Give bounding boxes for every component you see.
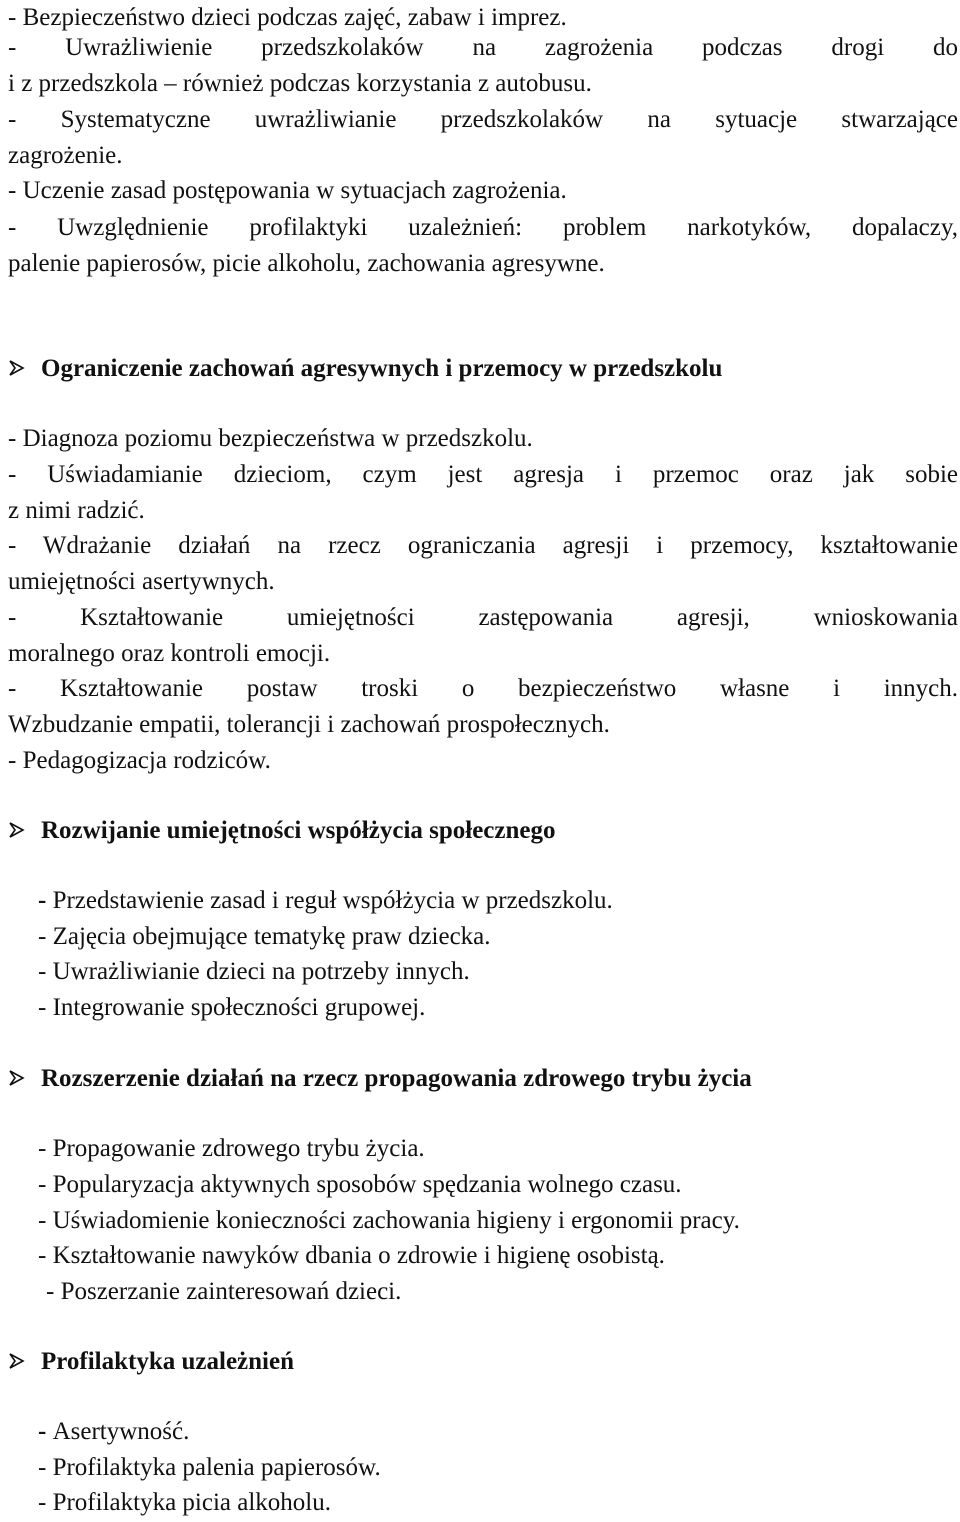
section-heading-text: Rozszerzenie działań na rzecz propagowania zdrowego trybu życia xyxy=(41,1065,752,1092)
section-heading xyxy=(8,1061,958,1097)
text-line: - Uwrażliwianie dzieci na potrzeby innych. xyxy=(38,958,470,985)
text-line: - Kształtowanie postaw troski o bezpieczeństwo własne i innych. xyxy=(8,675,958,702)
text-line: - Diagnoza poziomu bezpieczeństwa w przedszkolu. xyxy=(8,425,533,452)
text-line: - Uczenie zasad postępowania w sytuacjach zagrożenia. xyxy=(8,177,567,204)
text-line: zagrożenie. xyxy=(8,142,123,169)
text-line: - Uświadomienie konieczności zachowania higieny i ergonomii pracy. xyxy=(38,1207,740,1234)
arrow-bullet-icon xyxy=(8,816,28,844)
section-heading-text: Profilaktyka uzależnień xyxy=(41,1348,295,1375)
section-heading-text: Ograniczenie zachowań agresywnych i przemocy w przedszkolu xyxy=(41,355,723,382)
text-line: Wzbudzanie empatii, tolerancji i zachowań prospołecznych. xyxy=(8,711,610,738)
text-line: - Profilaktyka palenia papierosów. xyxy=(38,1454,381,1481)
text-line: - Pedagogizacja rodziców. xyxy=(8,747,271,774)
text-line: - Wdrażanie działań na rzecz ograniczania agresji i przemocy, kształtowanie xyxy=(8,532,958,559)
section-heading xyxy=(8,813,958,849)
text-line: - Uwrażliwienie przedszkolaków na zagrożenia podczas drogi do xyxy=(8,34,958,61)
text-line: - Uświadamianie dzieciom, czym jest agresja i przemoc oraz jak sobie xyxy=(8,461,958,488)
text-line-content: Przedstawienie zasad i reguł współżycia w przedszkolu. xyxy=(52,887,613,914)
text-line: - Profilaktyka picia alkoholu. xyxy=(38,1489,331,1516)
text-line: z nimi radzić. xyxy=(8,497,145,524)
text-line xyxy=(38,883,958,919)
text-line: umiejętności asertywnych. xyxy=(8,568,275,595)
bold-dash: - xyxy=(38,887,53,914)
text-line: - Poszerzanie zainteresowań dzieci. xyxy=(46,1278,402,1305)
bold-dash: - xyxy=(38,1418,53,1445)
text-line: moralnego oraz kontroli emocji. xyxy=(8,640,331,667)
text-line: palenie papierosów, picie alkoholu, zachowania agresywne. xyxy=(8,250,605,277)
text-line: - Uwzględnienie profilaktyki uzależnień: problem narkotyków, dopalaczy, xyxy=(8,214,958,241)
arrow-bullet-icon xyxy=(8,1347,28,1375)
text-line xyxy=(38,1414,958,1450)
section-heading-text: Rozwijanie umiejętności współżycia społecznego xyxy=(41,817,556,844)
text-line: - Bezpieczeństwo dzieci podczas zajęć, zabaw i imprez. xyxy=(8,4,567,31)
text-line: - Zajęcia obejmujące tematykę praw dziecka. xyxy=(38,923,491,950)
section-heading xyxy=(8,1344,958,1380)
text-line-content: Asertywność. xyxy=(52,1418,190,1445)
arrow-bullet-icon xyxy=(8,354,28,382)
text-line: - Kształtowanie nawyków dbania o zdrowie i higienę osobistą. xyxy=(38,1242,665,1269)
text-line: - Popularyzacja aktywnych sposobów spędzania wolnego czasu. xyxy=(38,1171,682,1198)
text-line: - Integrowanie społeczności grupowej. xyxy=(38,994,426,1021)
arrow-bullet-icon xyxy=(8,1064,28,1092)
text-line: - Propagowanie zdrowego trybu życia. xyxy=(38,1135,425,1162)
text-line: - Kształtowanie umiejętności zastępowania agresji, wnioskowania xyxy=(8,604,958,631)
section-heading xyxy=(8,351,958,387)
text-line: i z przedszkola – również podczas korzystania z autobusu. xyxy=(8,70,592,97)
text-line: - Systematyczne uwrażliwianie przedszkolaków na sytuacje stwarzające xyxy=(8,106,958,133)
